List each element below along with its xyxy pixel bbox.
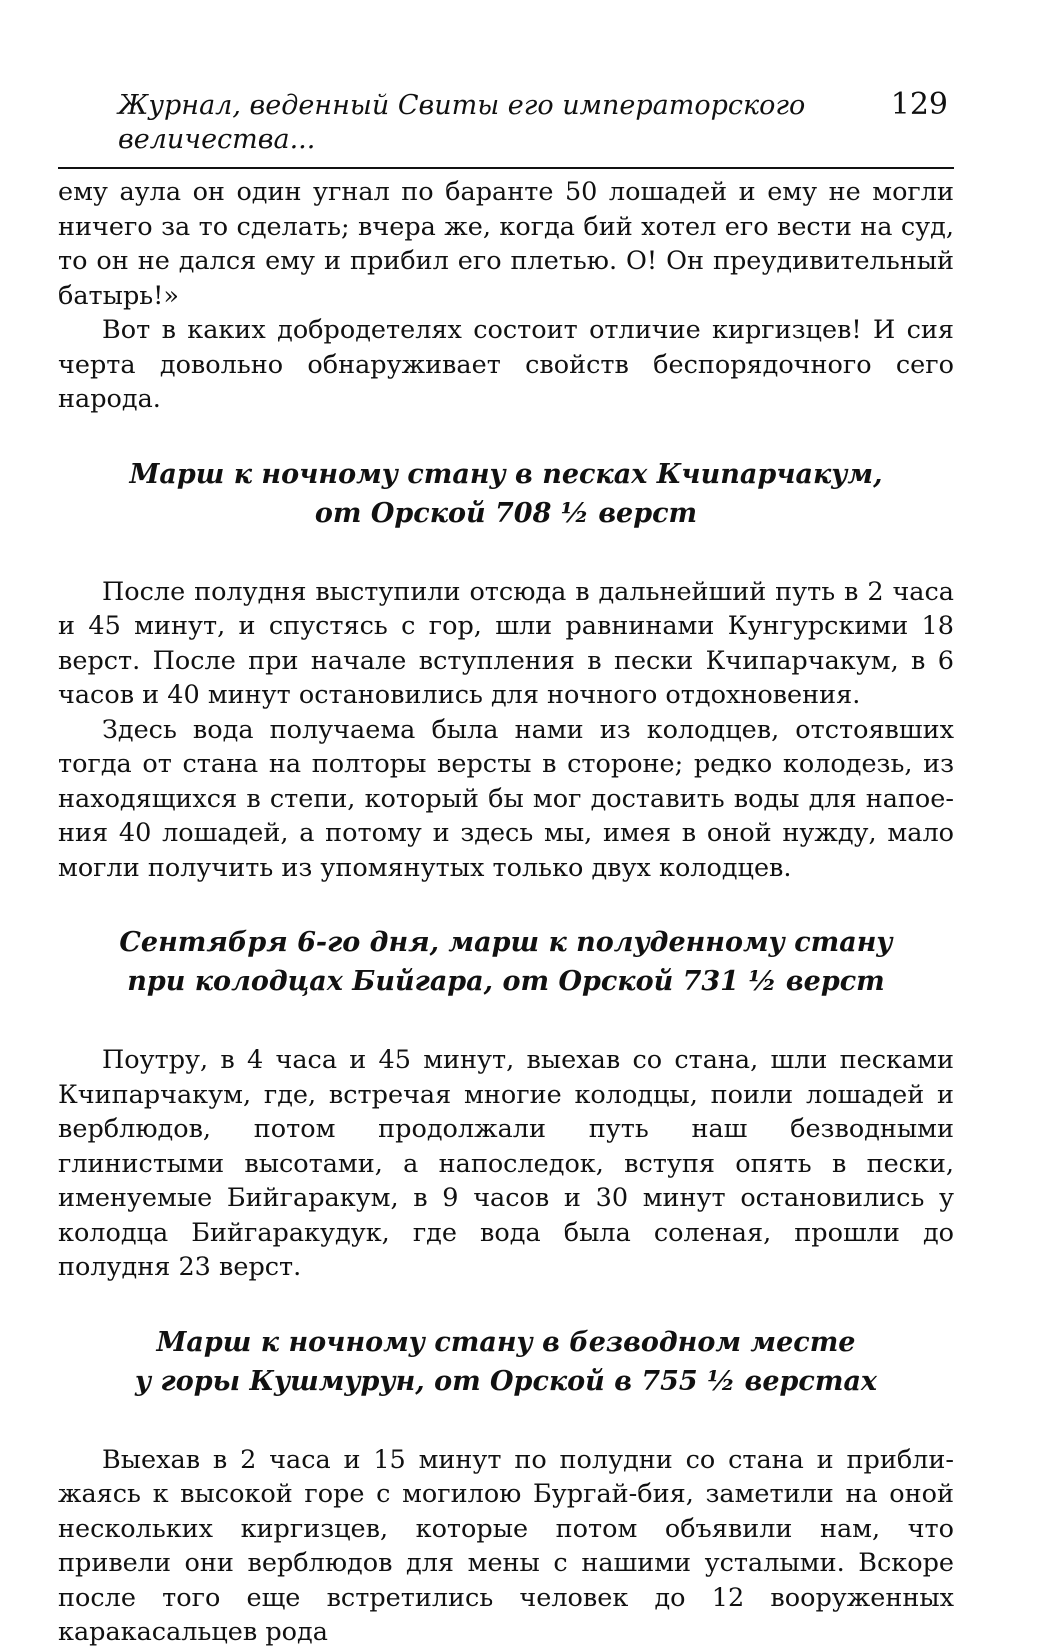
heading-line: от Орской 708 ½ верст — [314, 497, 698, 529]
page-number: 129 — [890, 87, 948, 122]
heading-line: при колодцах Бийгара, от Орской 731 ½ верст — [127, 966, 885, 997]
paragraph: ему аула он один угнал по баранте 50 лошадей и ему не могли ничего за то сделать; вчера же, когда бий хотел его вести на суд, то он не дался ему и прибил его плетью. О! Он преудивительный батырь!» — [58, 177, 954, 311]
paragraph: Здесь вода получаема была нами из колодцев, отстоявших тогда от стана на полторы версты в стороне; редко колодезь, из находящихся в степи, который бы мог доставить воды для напоения 40 лошадей, а потому и здесь мы, имея в оной нужду, мало могли получить из упомянутых только двух колодцев. — [58, 714, 954, 883]
paragraph: Выехав в 2 часа и 15 минут по полудни со стана и приближаясь к высокой горе с могилою Бургай-бия, заметили на оной нескольких киргизцев, которые потом объявили нам, что привели они верблюдов для мены с нашими усталыми. Вскоре после того еще встретились человек до 12 вооруженных каракасальцев рода — [58, 1444, 954, 1647]
paragraph: Вот в каких добродетелях состоит отличие киргизцев! И сия черта довольно обнаруживает свойств беспорядочного сего народа. — [58, 315, 954, 414]
book-page — [58, 88, 954, 1650]
section-heading — [58, 923, 954, 1001]
heading-line: Сентября 6-го дня, марш к полуденному стану — [119, 927, 893, 958]
section-heading — [58, 1323, 954, 1401]
section-heading — [58, 455, 954, 533]
heading-line: Марш к ночному стану в песках Кчипарчакум, — [129, 458, 883, 490]
running-head — [58, 88, 954, 169]
paragraph: После полудня выступили отсюда в дальнейший путь в 2 часа и 45 минут, и спустясь с гор, шли равнинами Кунгурскими 18 верст. После при начале вступления в пески Кчипарчакум, в 6 часов и 40 минут остановились для ночного отдохновения. — [58, 576, 954, 710]
paragraph: Поутру, в 4 часа и 45 минут, выехав со стана, шли песками Кчипарчакум, где, встречая многие колодцы, поили лошадей и верблюдов, потом продолжали путь наш безводными глинистыми высотами, а напоследок, вступя опять в пески, именуемые Бийгаракум, в 9 часов и 30 минут остановились у колодца Бийгаракудук, где вода была соленая, прошли до полудня 23 верст. — [58, 1045, 954, 1282]
heading-line: у горы Кушмурун, от Орской в 755 ½ верстах — [134, 1365, 878, 1397]
heading-line: Марш к ночному стану в безводном месте — [156, 1326, 856, 1358]
running-title: Журнал, веденный Свиты его императорского величества... — [118, 90, 806, 155]
